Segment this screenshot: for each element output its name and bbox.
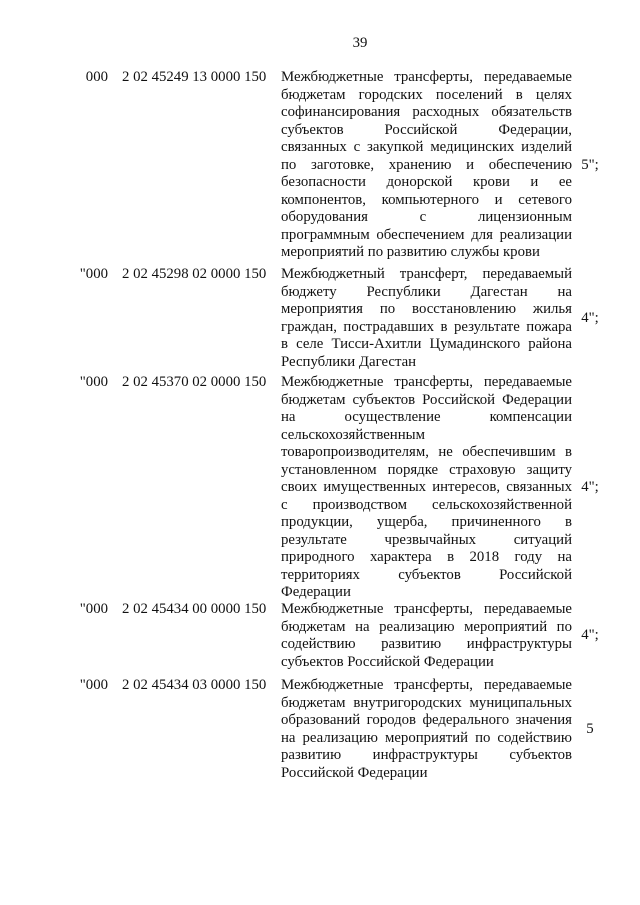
description-line: Республики Дагестан: [281, 353, 417, 370]
description-line: результате чрезвычайных ситуаций: [281, 531, 572, 548]
description-line: бюджетам городских поселений в целях: [281, 86, 572, 103]
description-line: содействию развитию инфраструктуры: [281, 636, 572, 652]
description-line: развитию инфраструктуры субъектов: [281, 747, 572, 763]
description-line: Межбюджетный трансферт, передаваемый: [281, 266, 572, 282]
table-row: [60, 69, 602, 262]
description-line: субъектов Российской Федерации,: [281, 121, 572, 138]
row-suffix: 4";: [581, 627, 599, 644]
description-line: бюджетам внутригородских муниципальных: [281, 694, 572, 711]
description-line: образований городов федерального значения: [281, 712, 572, 728]
description-line: безопасности донорской крови и ее: [281, 174, 572, 190]
budget-code-prefix: 000: [85, 69, 108, 85]
description-text: [281, 266, 572, 371]
description-line: мероприятия по восстановлению жилья: [281, 301, 572, 317]
description-line: Российской Федерации: [281, 764, 428, 781]
table-row: [60, 601, 602, 671]
description-line: Федерации: [281, 584, 351, 600]
description-text: [281, 374, 572, 602]
description-line: субъектов Российской Федерации: [281, 653, 494, 670]
budget-code-prefix: "000: [79, 677, 108, 693]
budget-code-prefix: "000: [79, 601, 108, 617]
description-line: Межбюджетные трансферты, передаваемые: [281, 69, 572, 85]
description-line: бюджетам на реализацию мероприятий по: [281, 618, 572, 635]
description-line: продукции, ущерба, причиненного в: [281, 514, 572, 530]
table-row: [60, 374, 602, 602]
description-line: своих имущественных интересов, связанных: [281, 479, 572, 495]
description-line: Межбюджетные трансферты, передаваемые: [281, 601, 572, 617]
row-suffix: 4";: [581, 309, 599, 326]
description-line: по заготовке, хранению и обеспечению: [281, 156, 572, 173]
description-line: с производством сельскохозяйственной: [281, 496, 572, 513]
description-text: [281, 677, 572, 782]
table-row: [60, 266, 602, 371]
description-line: софинансирования расходных обязательств: [281, 104, 572, 120]
description-line: мероприятий по развитию службы крови: [281, 244, 540, 260]
description-text: [281, 69, 572, 262]
row-suffix: 5";: [581, 156, 599, 173]
description-line: природного характера в 2018 году на: [281, 549, 572, 565]
budget-classification-code: 2 02 45434 03 0000 150: [122, 677, 267, 693]
description-line: бюджету Республики Дагестан на: [281, 283, 572, 300]
budget-code-prefix: "000: [79, 374, 108, 390]
description-line: Межбюджетные трансферты, передаваемые: [281, 374, 572, 390]
description-line: на осуществление компенсации: [281, 409, 572, 425]
table-row: [60, 677, 602, 782]
description-line: установленном порядке страховую защиту: [281, 461, 572, 478]
description-line: бюджетам субъектов Российской Федерации: [281, 391, 572, 408]
budget-classification-code: 2 02 45298 02 0000 150: [122, 266, 267, 282]
description-line: граждан, пострадавших в результате пожара: [281, 318, 572, 335]
description-line: программным обеспечением для реализации: [281, 226, 572, 243]
row-suffix: 5: [586, 720, 594, 737]
description-line: в селе Тисси-Ахитли Цумадинского района: [281, 336, 572, 352]
budget-classification-code: 2 02 45434 00 0000 150: [122, 601, 267, 617]
budget-classification-code: 2 02 45249 13 0000 150: [122, 69, 267, 85]
description-line: связанных с закупкой медицинских изделий: [281, 139, 572, 155]
description-line: территориях субъектов Российской: [281, 566, 572, 583]
description-line: сельскохозяйственным: [281, 426, 425, 443]
description-line: компонентов, компьютерного и сетевого: [281, 191, 572, 208]
row-suffix: 4";: [581, 479, 599, 495]
description-text: [281, 601, 572, 671]
page-number: 39: [352, 35, 368, 51]
description-line: на реализацию мероприятий по содействию: [281, 729, 572, 746]
description-line: товаропроизводителям, не обеспечившим в: [281, 444, 572, 460]
description-line: Межбюджетные трансферты, передаваемые: [281, 677, 572, 693]
description-line: оборудования с лицензионным: [281, 209, 572, 225]
budget-code-prefix: "000: [79, 266, 108, 282]
budget-classification-code: 2 02 45370 02 0000 150: [122, 374, 267, 390]
